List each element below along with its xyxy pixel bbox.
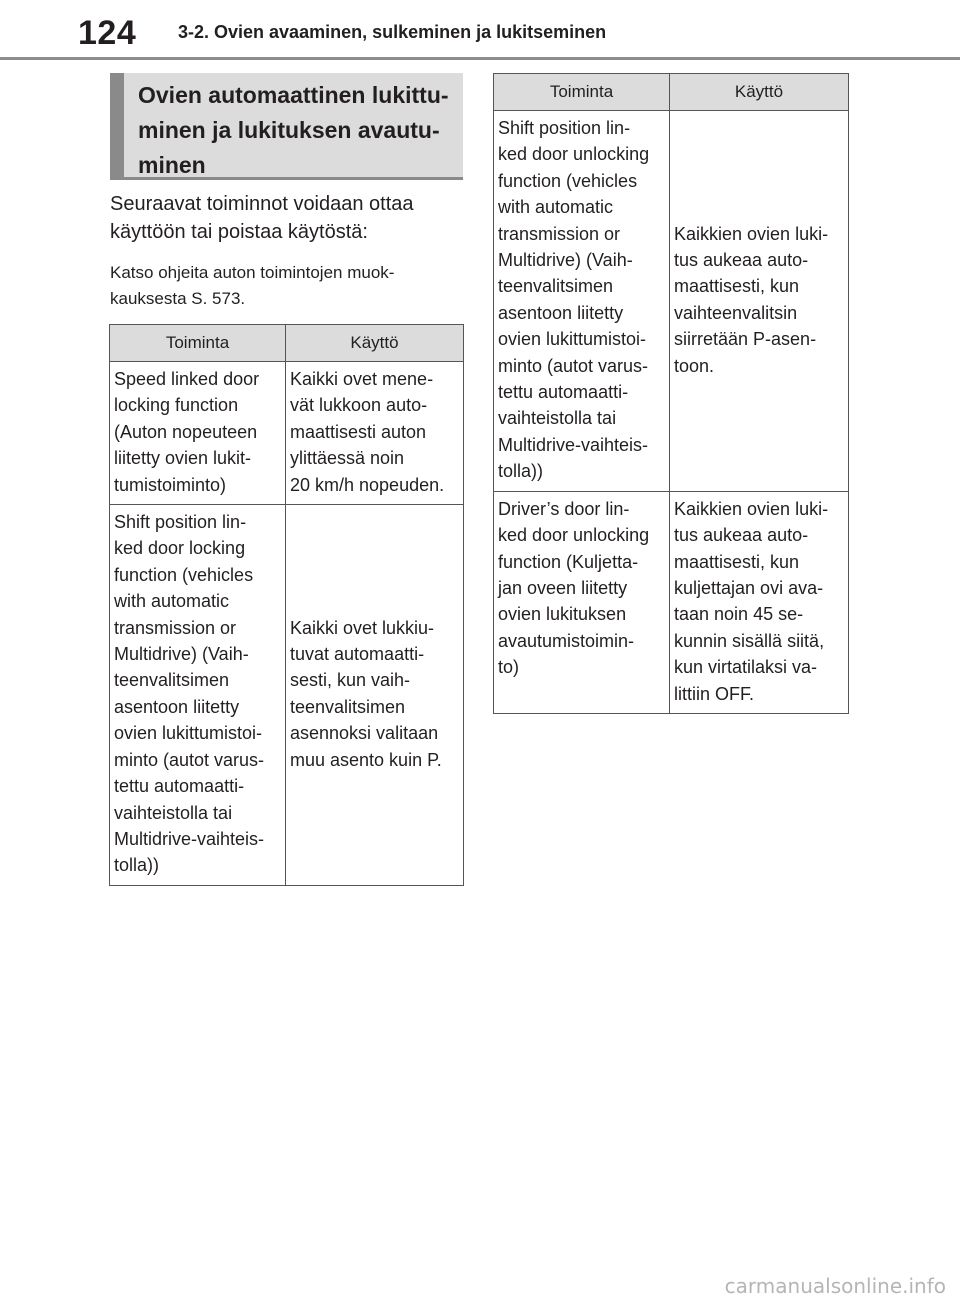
table-header-row [494, 74, 849, 111]
function-table-right [493, 73, 849, 714]
function-cell: Driver’s door lin- ked door unlocking function (Kuljetta- jan oveen liitetty ovien lukituksen avautumistoimin- to) [494, 491, 670, 713]
operation-cell: Kaikki ovet lukkiu- tuvat automaatti- sesti, kun vaih- teenvalitsimen asennoksi valitaan muu asento kuin P. [286, 505, 464, 886]
function-cell: Speed linked door locking function (Auton nopeuteen liitetty ovien lukit- tumistoiminto) [110, 362, 286, 505]
page-number: 124 [78, 14, 137, 52]
function-table-left [109, 324, 464, 886]
table-row [110, 505, 464, 886]
function-cell: Shift position lin- ked door unlocking function (vehicles with automatic transmission or Multidrive) (Vaih- teenvalitsimen asentoon liitetty ovien lukittumistoi- minto (autot varus- tettu automaatti- vaihteistolla tai Multidrive-vaihteis- tolla)) [494, 111, 670, 492]
watermark: carmanualsonline.info [724, 1274, 946, 1298]
table-row [494, 111, 849, 492]
column-header-function: Toiminta [110, 325, 286, 362]
operation-cell: Kaikkien ovien luki- tus aukeaa auto- maattisesti, kun vaihteenvalitsin siirretään P-asen- toon. [670, 111, 849, 492]
header-divider [0, 57, 960, 60]
operation-cell: Kaikkien ovien luki- tus aukeaa auto- maattisesti, kun kuljettajan ovi ava- taan noin 45 se- kunnin sisällä siitä, kun virtatilaksi va- littiin OFF. [670, 491, 849, 713]
table-header-row [110, 325, 464, 362]
operation-cell: Kaikki ovet mene- vät lukkoon auto- maattisesti auton ylittäessä noin 20 km/h nopeuden. [286, 362, 464, 505]
function-cell: Shift position lin- ked door locking function (vehicles with automatic transmission or Multidrive) (Vaih- teenvalitsimen asentoon liitetty ovien lukittumistoi- minto (autot varus- tettu automaatti- vaihteistolla tai Multidrive-vaihteis- tolla)) [110, 505, 286, 886]
column-header-function: Toiminta [494, 74, 670, 111]
table-row [494, 491, 849, 713]
column-header-operation: Käyttö [286, 325, 464, 362]
note-text: Katso ohjeita auton toimintojen muok- kauksesta S. 573. [110, 263, 395, 308]
column-header-operation: Käyttö [670, 74, 849, 111]
chapter-title: 3-2. Ovien avaaminen, sulkeminen ja lukitseminen [178, 22, 607, 42]
page-header [0, 0, 960, 64]
section-title: Ovien automaattinen lukittu- minen ja lukituksen avautu- minen [138, 82, 449, 178]
intro-text: Seuraavat toiminnot voidaan ottaa käyttöön tai poistaa käytöstä: [110, 193, 414, 243]
section-heading-box [110, 73, 463, 180]
table-row [110, 362, 464, 505]
